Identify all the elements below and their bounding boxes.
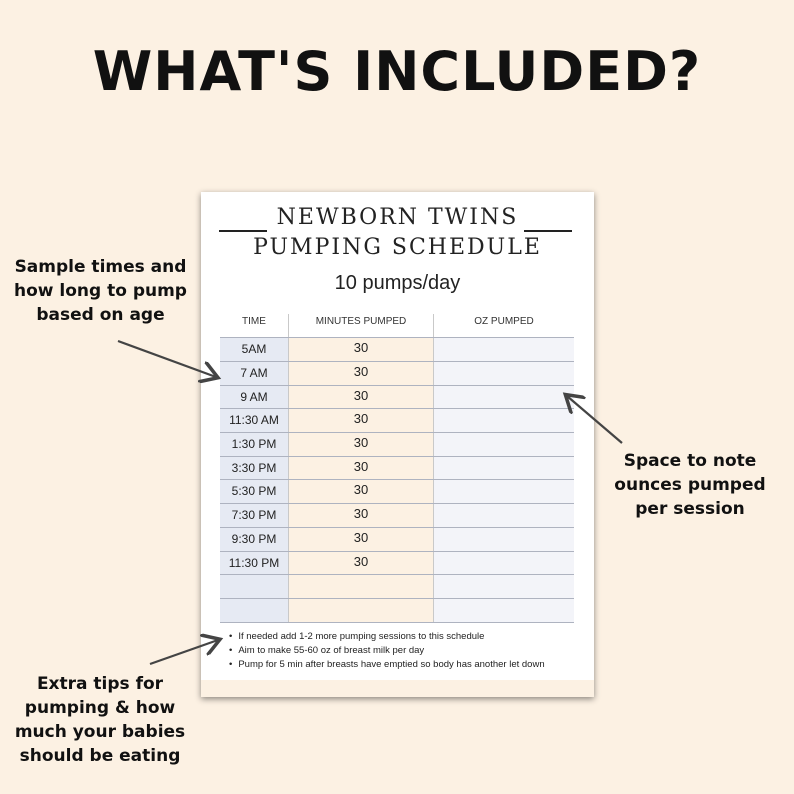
callout-line: much your babies [14,722,186,742]
row-time: 5AM [241,342,267,356]
callout-line: how long to pump [14,281,187,301]
row-minutes: 30 [353,459,369,474]
callout-line: should be eating [19,746,181,766]
row-minutes: 30 [353,554,369,569]
tip-item: • Aim to make 55-60 oz of breast milk per day [229,644,589,658]
row-time: 11:30 PM [228,556,280,570]
callout-line: based on age [36,305,165,325]
row-time: 7:30 PM [231,508,277,522]
arrow-to-minutes-icon [118,341,216,377]
arrow-to-tips-icon [150,640,218,664]
callout-line: per session [635,499,745,519]
callout-line: Sample times and [14,257,187,277]
row-minutes: 30 [353,364,369,379]
row-time: 5:30 PM [231,484,277,498]
tip-item: • If needed add 1-2 more pumping sessions to this schedule [229,630,589,644]
row-time: 7 AM [240,366,268,380]
row-time: 1:30 PM [231,437,277,451]
row-time: 9:30 PM [231,532,277,546]
headline: WHAT'S INCLUDED? [92,40,702,103]
row-time: 3:30 PM [231,461,277,475]
tip-item: • Pump for 5 min after breasts have emptied so body has another let down [229,658,589,672]
callout-line: Extra tips for [36,674,164,694]
row-minutes: 30 [353,340,369,355]
arrow-to-oz-icon [567,396,622,443]
row-minutes: 30 [353,388,369,403]
row-time: 9 AM [240,390,268,404]
callout-line: pumping & how [24,698,176,718]
callout-line: Space to note [623,451,757,471]
header-time: TIME [242,316,266,327]
callout-line: ounces pumped [614,475,766,495]
row-minutes: 30 [353,435,369,450]
sheet-subtitle: 10 pumps/day [334,272,461,294]
header-oz-pumped: OZ PUMPED [474,316,534,327]
row-minutes: 30 [353,530,369,545]
header-minutes-pumped: MINUTES PUMPED [315,316,407,327]
sheet-title-line1: NEWBORN TWINS [276,205,519,230]
row-minutes: 30 [353,411,369,426]
row-time: 11:30 AM [229,413,279,427]
row-minutes: 30 [353,506,369,521]
row-minutes: 30 [353,482,369,497]
sheet-title-line2: PUMPING SCHEDULE [253,235,542,260]
